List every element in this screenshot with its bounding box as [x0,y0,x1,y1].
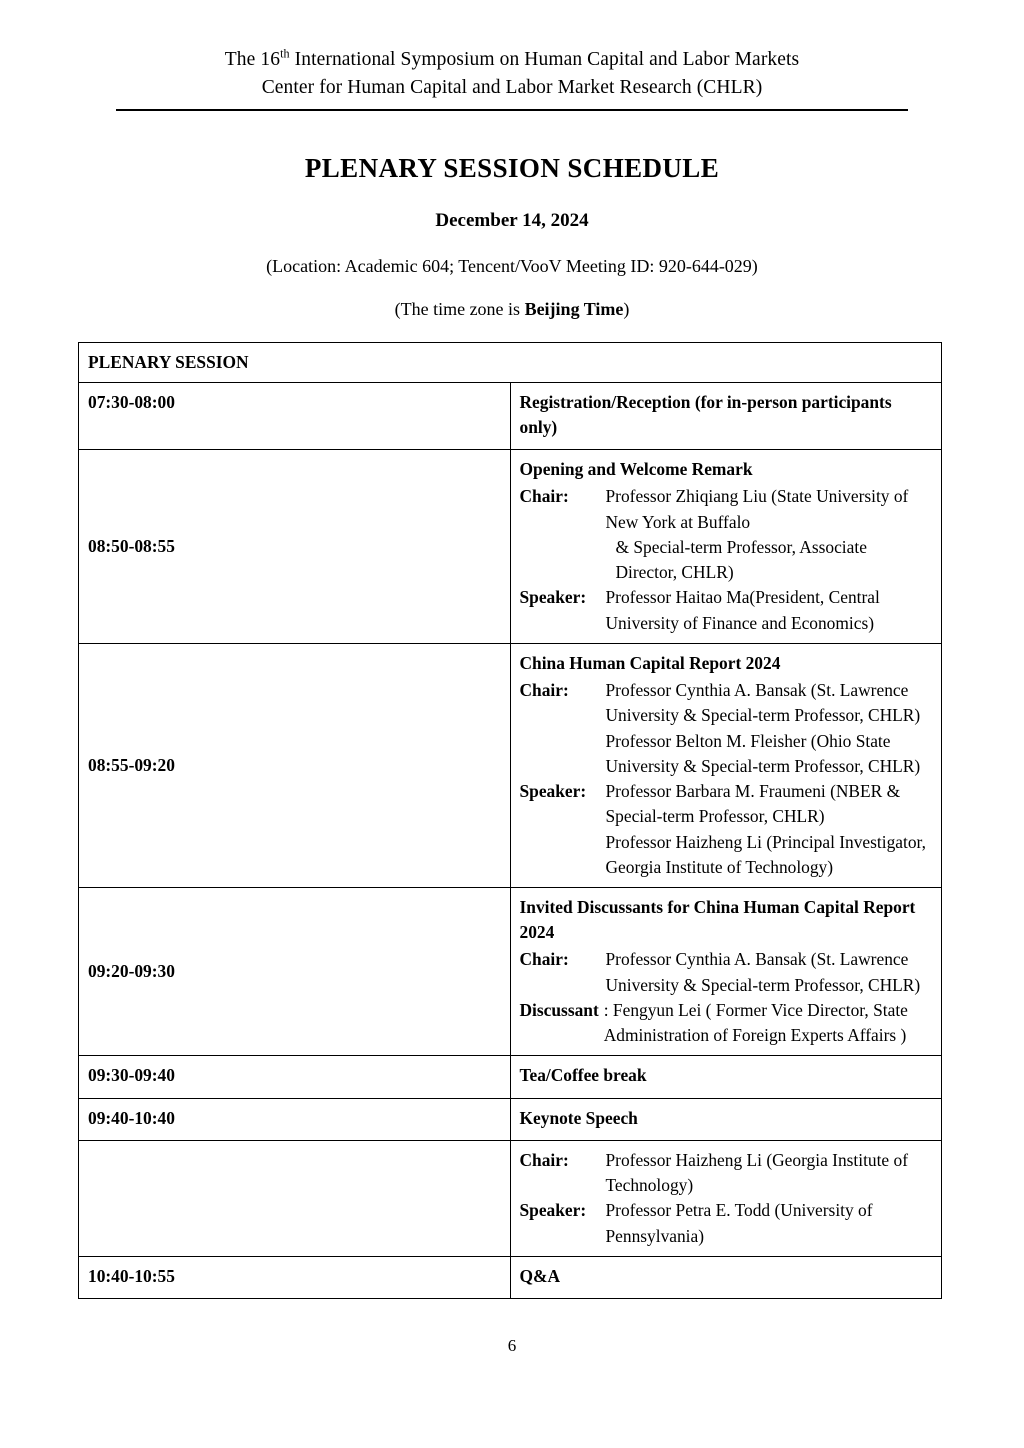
keynote-speaker [520,1198,932,1248]
timezone-value: Beijing Time [524,298,624,319]
chair-value: Professor Haizheng Li (Georgia Institute of Technology) [605,1149,908,1196]
registration-cell [510,382,942,449]
opening-title: Opening and Welcome Remark [519,459,753,480]
speaker-value: Professor Petra E. Todd (University of Pennsylvania) [605,1200,873,1246]
discussants-chair [520,947,932,997]
time-cell-empty [79,1140,511,1256]
header-line-2: Center for Human Capital and Labor Market Research (CHLR) [261,77,763,99]
discussant-value: : Fengyun Lei ( Former Vice Director, State Administration of Foreign Experts Affairs ) [603,999,908,1046]
document-date: December 14, 2024 [435,209,589,231]
section-header-cell: PLENARY SESSION [79,342,942,382]
table-row [79,450,942,644]
qa-text: Q&A [519,1265,561,1286]
report-chair-continued: Professor Belton M. Fleisher (Ohio State University & Special-term Professor, CHLR) [605,730,921,776]
table-row [79,1256,942,1298]
report-chair [520,678,932,728]
opening-speaker [520,585,932,635]
speaker-value: Professor Barbara M. Fraumeni (NBER & Special-term Professor, CHLR) [605,781,901,827]
time-cell: 08:55-09:20 [79,643,511,887]
table-row [79,382,942,449]
table-row [79,887,942,1055]
table-row [79,1140,942,1256]
report-speaker-continued: Professor Haizheng Li (Principal Investigator, Georgia Institute of Technology) [605,831,926,877]
document-location: (Location: Academic 604; Tencent/VooV Meeting ID: 920-644-029) [266,255,758,276]
keynote-chair [520,1148,932,1198]
discussant-label: Discussant [519,999,599,1020]
opening-chair-continued: & Special-term Professor, Associate Director, CHLR) [615,536,867,583]
speaker-value: Professor Haitao Ma(President, Central University of Finance and Economics) [605,587,880,633]
time-cell: 09:20-09:30 [79,887,511,1055]
document-timezone [78,299,946,320]
page-title: PLENARY SESSION SCHEDULE [304,152,720,183]
timezone-post: ) [623,298,630,319]
header-line-1 [116,46,908,74]
plenary-schedule-table [78,342,942,1300]
chair-label: Chair: [519,949,569,970]
discussant-row [520,998,932,1048]
page-number: 6 [507,1336,517,1355]
opening-cell [510,450,942,644]
header-ordinal-suffix: th [280,46,290,61]
header-line-1-pre: The 16 [224,49,281,70]
speaker-label: Speaker: [519,781,587,802]
discussants-cell [510,887,942,1055]
chair-label: Chair: [519,486,569,507]
table-row-section-header [79,342,942,382]
report-speaker [520,779,932,829]
speaker-label: Speaker: [519,587,587,608]
chair-label: Chair: [519,680,569,701]
speaker-label: Speaker: [519,1200,587,1221]
table-row [79,1056,942,1098]
time-cell: 09:30-09:40 [79,1056,511,1098]
keynote-text: Keynote Speech [519,1107,638,1128]
break-cell [510,1056,942,1098]
chair-value: Professor Cynthia A. Bansak (St. Lawrence University & Special-term Professor, CHLR) [605,949,921,995]
document-header [116,46,908,111]
report-title: China Human Capital Report 2024 [519,652,781,673]
table-row [79,1098,942,1140]
discussants-title: Invited Discussants for China Human Capital Report 2024 [519,896,916,943]
time-cell: 09:40-10:40 [79,1098,511,1140]
qa-cell [510,1256,942,1298]
chair-value: Professor Cynthia A. Bansak (St. Lawrence University & Special-term Professor, CHLR) [605,680,921,726]
timezone-pre: (The time zone is [394,298,525,319]
break-text: Tea/Coffee break [519,1065,647,1086]
opening-chair [520,484,932,534]
time-cell: 10:40-10:55 [79,1256,511,1298]
report-cell [510,643,942,887]
chair-value: Professor Zhiqiang Liu (State University of New York at Buffalo [605,486,909,532]
keynote-cell [510,1098,942,1140]
time-cell: 07:30-08:00 [79,382,511,449]
time-cell: 08:50-08:55 [79,450,511,644]
registration-text: Registration/Reception (for in-person participants only) [519,391,892,437]
keynote-detail-cell [510,1140,942,1256]
chair-label: Chair: [519,1149,569,1170]
header-line-1-post: International Symposium on Human Capital and Labor Markets [289,49,800,70]
table-row [79,643,942,887]
